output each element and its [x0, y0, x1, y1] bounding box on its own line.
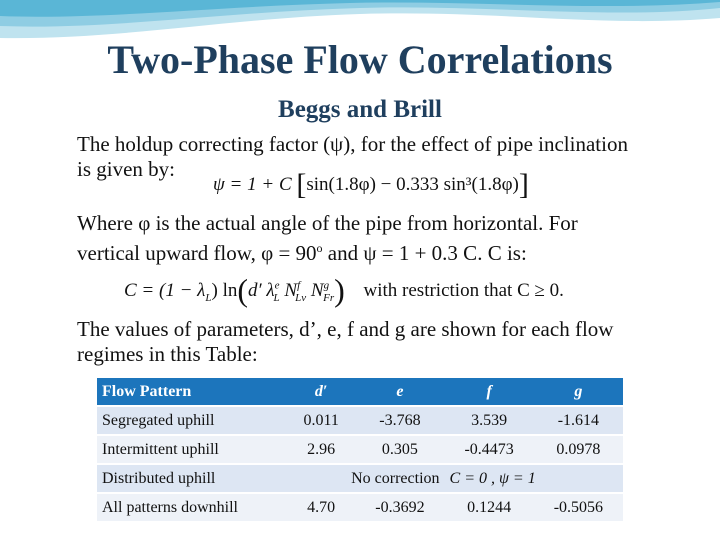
cell-d: 4.70: [287, 494, 355, 521]
page-title: Two-Phase Flow Correlations: [107, 37, 613, 82]
cell-d: 2.96: [287, 436, 355, 463]
intro-line-1: The holdup correcting factor (ψ), for the effect of pipe inclination: [77, 132, 628, 156]
cell-f: 3.539: [445, 407, 534, 434]
angle-paragraph: [77, 211, 677, 266]
page-subtitle: Beggs and Brill: [278, 96, 442, 123]
paren-open: (: [237, 272, 249, 308]
table-intro-line-2: regimes in this Table:: [77, 342, 258, 366]
exp-g: g: [323, 279, 330, 292]
angle-line-2-part-a: vertical upward flow, φ = 90: [77, 241, 317, 265]
table-row: [97, 465, 623, 492]
cell-pattern: Distributed uphill: [97, 465, 287, 492]
flow-pattern-table: [97, 376, 623, 523]
cell-g: -0.5056: [534, 494, 623, 521]
bracket-close: ]: [518, 168, 529, 201]
equation-psi-rhs: sin(1.8φ) − 0.333 sin³(1.8φ): [306, 174, 519, 195]
equation-c-lhs: C = (1 − λ: [124, 280, 206, 301]
sub-lv: Lv: [295, 291, 307, 304]
equation-c: [124, 272, 564, 309]
cell-e: 0.305: [355, 436, 444, 463]
equation-psi-lhs: ψ = 1 + C: [213, 174, 292, 195]
table-intro-line-1: The values of parameters, d’, e, f and g are shown for each flow: [77, 317, 614, 341]
cell-pattern: Intermittent uphill: [97, 436, 287, 463]
table-row: [97, 494, 623, 521]
table-row: [97, 436, 623, 463]
angle-line-2-part-b: and ψ = 1 + 0.3 C. C is:: [322, 241, 527, 265]
cell-g: -1.614: [534, 407, 623, 434]
header-f: f: [445, 378, 534, 405]
bracket-open: [: [296, 168, 307, 201]
cell-pattern: All patterns downhill: [97, 494, 287, 521]
intro-line-2: is given by:: [77, 157, 175, 181]
cell-e: -3.768: [355, 407, 444, 434]
exp-f: f: [297, 279, 301, 292]
angle-line-1: Where φ is the actual angle of the pipe from horizontal. For: [77, 211, 578, 235]
equation-c-body: d′ λ: [248, 280, 275, 301]
header-flow-pattern: Flow Pattern: [97, 378, 287, 405]
paren-close: ): [334, 272, 345, 308]
equation-c-ln: ) ln: [211, 280, 238, 301]
cell-g: 0.0978: [534, 436, 623, 463]
cell-pattern: Segregated uphill: [97, 407, 287, 434]
sub-l: L: [273, 291, 280, 304]
cell-no-correction: No correction: [287, 465, 445, 492]
angle-line-2: [77, 236, 677, 266]
equation-c-restriction: with restriction that C ≥ 0.: [363, 280, 564, 301]
header-d: d′: [287, 378, 355, 405]
n-lv: N: [279, 280, 298, 301]
degree-sup: o: [316, 241, 323, 255]
exp-e: e: [274, 279, 280, 292]
table-header-row: [97, 378, 623, 405]
sub-fr: Fr: [323, 291, 335, 304]
table-intro-paragraph: [77, 317, 677, 367]
table-row: [97, 407, 623, 434]
equation-psi: [213, 168, 529, 202]
cell-d: 0.011: [287, 407, 355, 434]
header-g: g: [534, 378, 623, 405]
cell-f: 0.1244: [445, 494, 534, 521]
cell-f: -0.4473: [445, 436, 534, 463]
header-e: e: [355, 378, 444, 405]
n-fr: N: [306, 280, 324, 301]
cell-e: -0.3692: [355, 494, 444, 521]
equation-c-lhs-sub: L: [205, 291, 212, 304]
cell-condition: C = 0 , ψ = 1: [445, 465, 623, 492]
